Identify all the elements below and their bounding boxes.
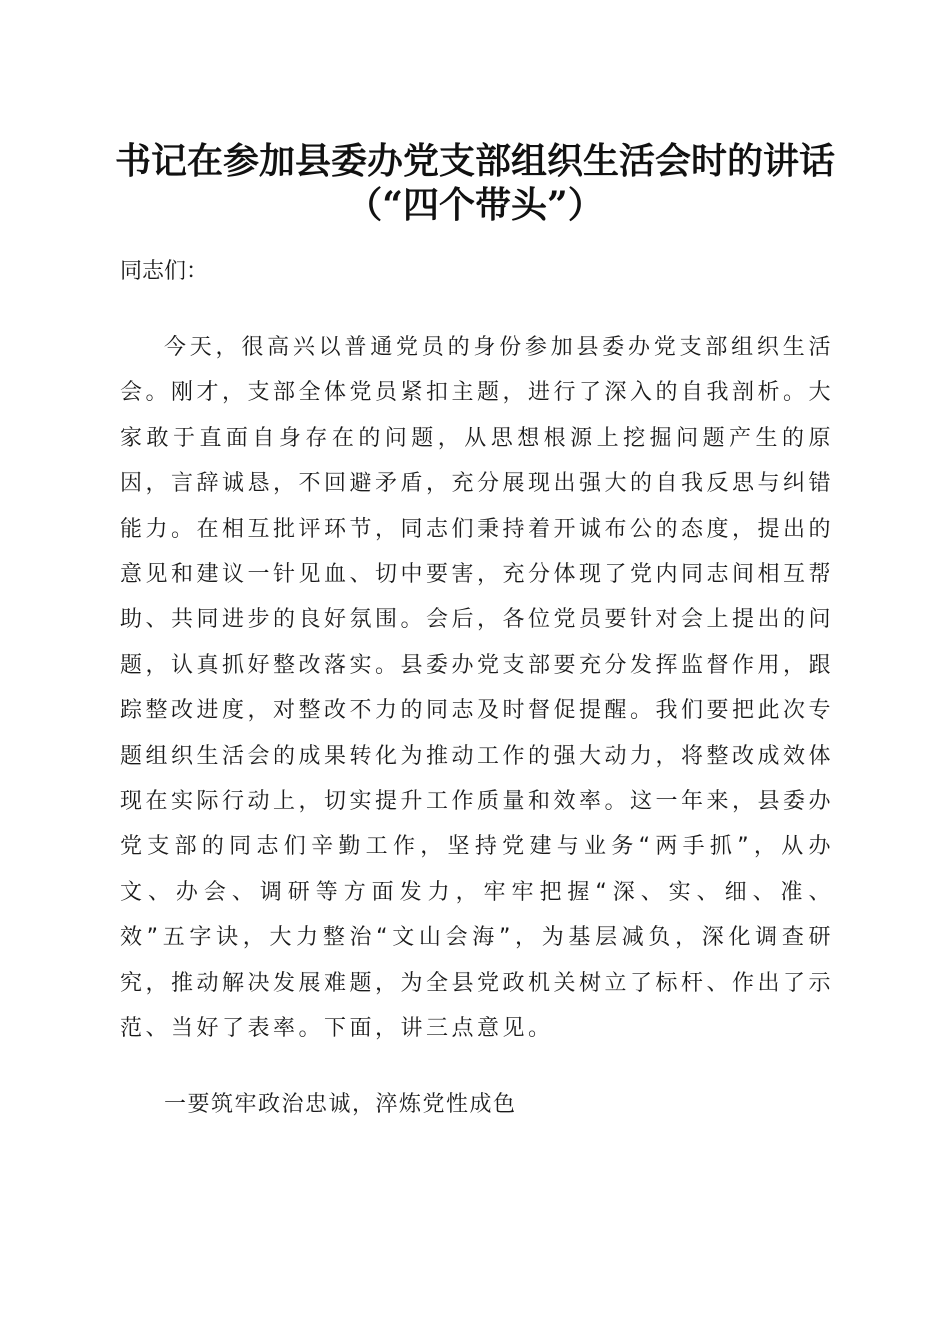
section-heading: 一要筑牢政治忠诚，淬炼党性成色 <box>164 1092 517 1117</box>
document-subtitle: （“四个带头”） <box>346 184 604 226</box>
document-title: 书记在参加县委办党支部组织生活会时的讲话 <box>114 140 835 182</box>
body-paragraph: 今天，很高兴以普通党员的身份参加县委办党支部组织生活会。刚才，支部全体党员紧扣主题，进行了深入的自我剖析。大家敢于直面自身存在的问题，从思想根源上挖掘问题产生的原因，言辞诚恳，不回避矛盾，充分展现出强大的自我反思与纠错能力。在相互批评环节，同志们秉持着开诚布公的态度，提出的意见和建议一针见血、切中要害，充分体现了党内同志间相互帮助、共同进步的良好氛围。会后，各位党员要针对会上提出的问题，认真抓好整改落实。县委办党支部要充分发挥监督作用，跟踪整改进度，对整改不力的同志及时督促提醒。我们要把此次专题组织生活会的成果转化为推动工作的强大动力，将整改成效体现在实际行动上，切实提升工作质量和效率。这一年来，县委办党支部的同志们辛勤工作，坚持党建与业务“两手抓”，从办文、办会、调研等方面发力，牢牢把握“深、实、细、准、效”五字诀，大力整治“文山会海”，为基层减负，深化调查研究，推动解决发展难题，为全县党政机关树立了标杆、作出了示范、当好了表率。下面，讲三点意见。 <box>120 335 835 1042</box>
salutation: 同志们： <box>120 259 209 284</box>
